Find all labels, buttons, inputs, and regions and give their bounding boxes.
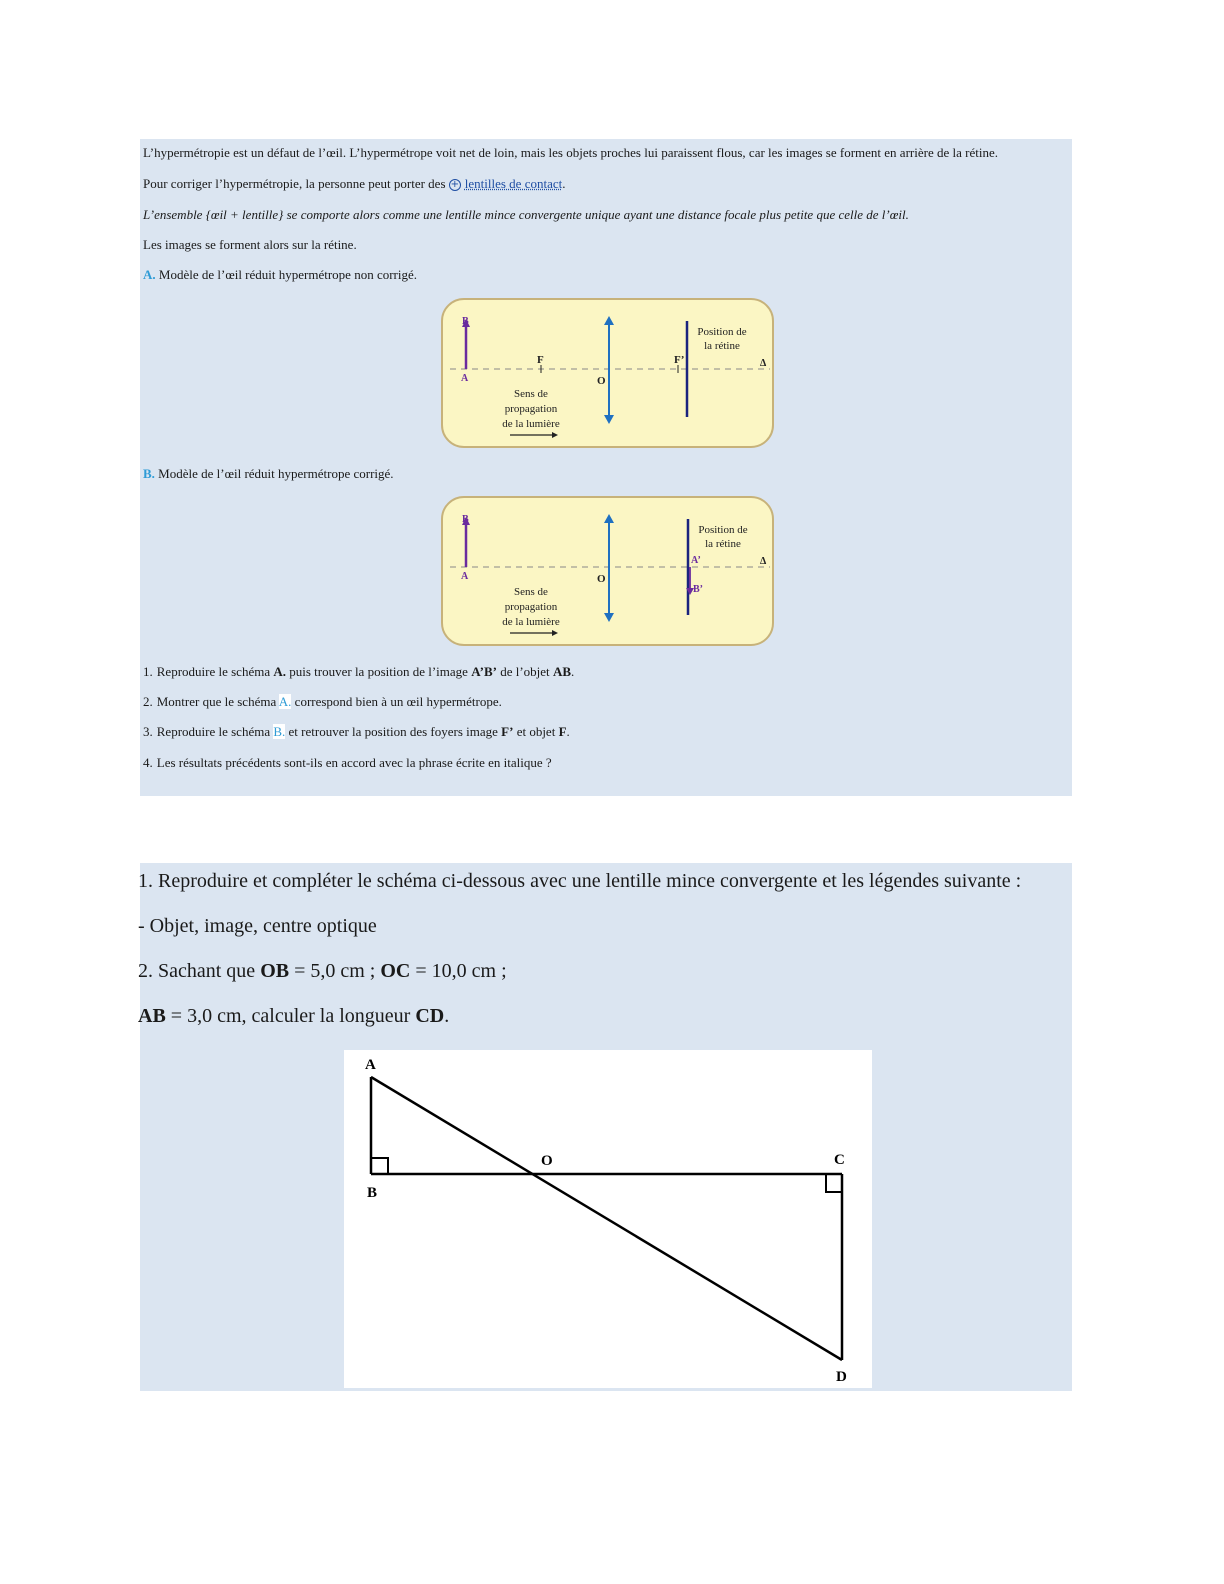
axis-delta: Δ (760, 358, 767, 369)
label-o: O (597, 573, 606, 585)
sens-label-1: Sens de (514, 388, 548, 400)
question-1 (143, 664, 574, 680)
point-b: B (367, 1185, 378, 1201)
text: = 5,0 cm ; (294, 960, 376, 982)
question-number: 1. (143, 664, 153, 679)
question-text: et retrouver la position des foyers image (288, 724, 498, 739)
text: = 10,0 cm ; (415, 960, 507, 982)
label-f: F (537, 354, 544, 366)
label-a-prime: A’ (691, 555, 701, 566)
question-text: . (571, 664, 575, 679)
diagram-a-uncorrected-eye (440, 297, 775, 449)
caption-b (143, 466, 394, 482)
diagram-b-corrected-eye (440, 495, 775, 647)
retina-label-1: Position de (698, 524, 748, 536)
correction-paragraph (143, 176, 565, 192)
question-text: correspond bien à un œil hypermétrope. (294, 694, 502, 709)
question-text: de l’objet (500, 664, 550, 679)
point-o: O (541, 1153, 553, 1169)
question-number: 4. (143, 755, 153, 770)
question-bold: F’ (501, 724, 514, 739)
label-a: A (461, 373, 469, 384)
label-b-prime: B’ (693, 584, 703, 595)
label-b: B (462, 316, 469, 327)
question-text: Montrer que le schéma (156, 694, 277, 709)
point-d: D (836, 1369, 847, 1385)
question-number: 3. (143, 724, 153, 739)
exercise2-line-4 (138, 1004, 449, 1028)
thales-figure (344, 1050, 872, 1388)
exercise2-line-3 (138, 959, 507, 983)
axis-delta: Δ (760, 556, 767, 567)
sens-label-3: de la lumière (502, 418, 560, 430)
question-bold: A’B’ (471, 664, 497, 679)
intro-paragraph: L’hypermétropie est un défaut de l’œil. L’hypermétrope voit net de loin, mais les objets proches lui paraissent flous, car les images se forment en arrière de la rétine. (143, 145, 998, 160)
period: . (562, 176, 566, 191)
caption-a-letter: A. (143, 267, 156, 282)
bold-segment-oc: OC (380, 960, 411, 982)
question-text: puis trouver la position de l’image (289, 664, 468, 679)
bold-segment-ab: AB (138, 1005, 166, 1027)
label-b: B (462, 514, 469, 525)
question-text: . (566, 724, 570, 739)
point-a: A (365, 1057, 376, 1073)
question-4 (143, 755, 552, 771)
question-text: Reproduire le schéma (156, 664, 271, 679)
text: = 3,0 cm, calculer la longueur (170, 1005, 411, 1027)
question-number: 2. (143, 694, 153, 709)
sens-label-1: Sens de (514, 586, 548, 598)
exercise2-line-2: - Objet, image, centre optique (138, 915, 377, 937)
question-bold: F (558, 724, 567, 739)
bold-segment-ob: OB (260, 960, 290, 982)
label-a: A (461, 571, 469, 582)
plus-circle-icon: + (450, 179, 459, 190)
point-c: C (834, 1152, 845, 1168)
label-o: O (597, 375, 606, 387)
caption-a-text: Modèle de l’œil réduit hypermétrope non corrigé. (158, 267, 417, 282)
sens-label-3: de la lumière (502, 616, 560, 628)
caption-b-letter: B. (143, 466, 155, 481)
question-text: et objet (516, 724, 556, 739)
correction-text: Pour corriger l’hypermétropie, la personne peut porter des (143, 176, 446, 191)
caption-a (143, 267, 417, 283)
label-f-prime: F’ (674, 354, 685, 366)
question-bold: A. (273, 664, 286, 679)
text: 2. Sachant que (138, 960, 256, 982)
retina-label-2: la rétine (704, 340, 740, 352)
sens-label-2: propagation (504, 403, 558, 415)
question-text: Les résultats précédents sont-ils en accord avec la phrase écrite en italique ? (156, 755, 552, 770)
images-paragraph: Les images se forment alors sur la rétine. (143, 237, 357, 252)
question-2 (143, 694, 502, 710)
exercise2-line-1: 1. Reproduire et compléter le schéma ci-dessous avec une lentille mince convergente et les légendes suivante : (138, 870, 1022, 892)
italic-statement: L’ensemble {œil + lentille} se comporte alors comme une lentille mince convergente unique ayant une distance focale plus petite que celle de l’œil. (143, 207, 909, 222)
question-highlight: B. (273, 724, 286, 739)
caption-b-text: Modèle de l’œil réduit hypermétrope corrigé. (158, 466, 394, 481)
sens-label-2: propagation (504, 601, 558, 613)
contact-lens-link[interactable]: lentilles de contact (464, 176, 563, 191)
question-bold: AB (552, 664, 571, 679)
retina-label-1: Position de (697, 326, 747, 338)
bold-segment-cd: CD (415, 1005, 445, 1027)
question-3 (143, 724, 570, 740)
text: . (444, 1005, 450, 1027)
question-highlight: A. (278, 694, 292, 709)
question-text: Reproduire le schéma (156, 724, 271, 739)
retina-label-2: la rétine (705, 538, 741, 550)
